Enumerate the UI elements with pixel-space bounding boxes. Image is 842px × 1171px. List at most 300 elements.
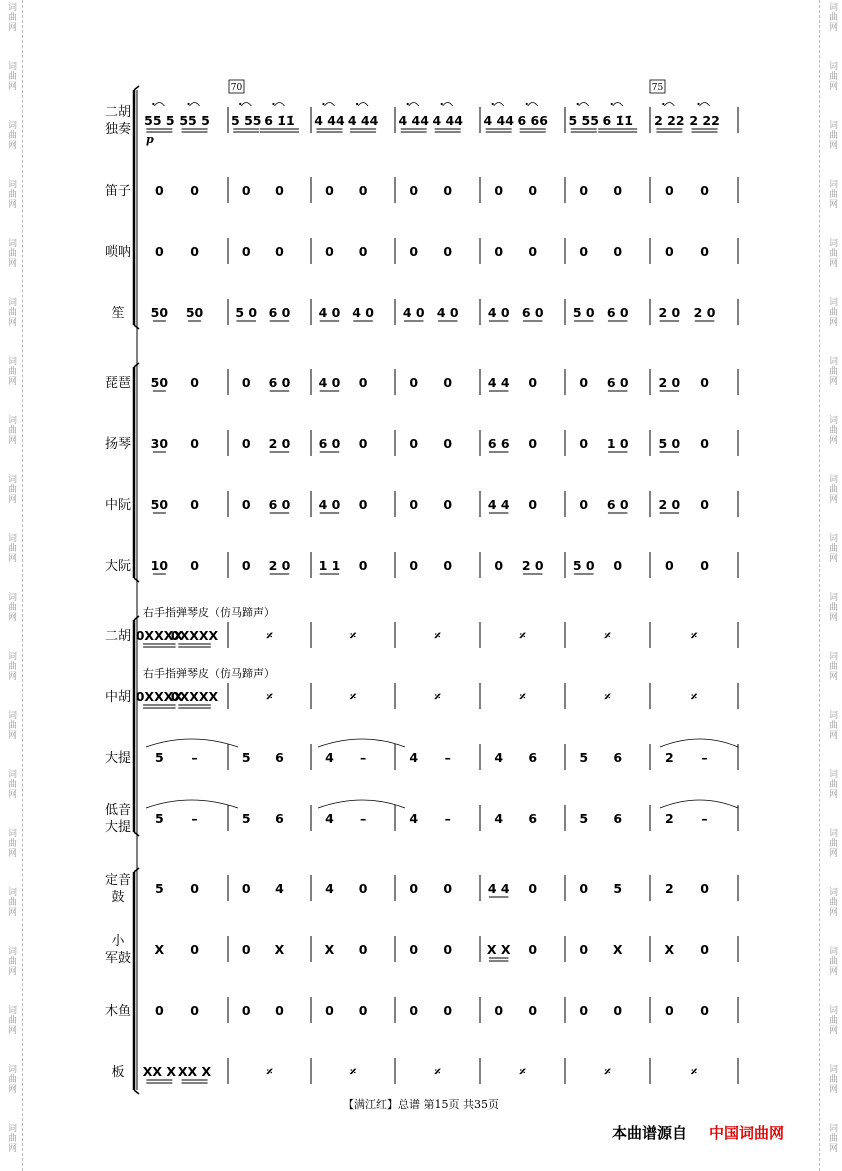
simile-mark: 𝄎 [266,628,273,643]
note-group: 0 [409,497,419,512]
note-group: 0 [613,558,623,573]
staccato-dot [492,103,494,105]
note-group: 0 [700,183,709,198]
note-group: 0 [665,244,674,259]
note-group: 0 [579,375,589,390]
note-group: 0 [155,244,164,259]
instrument-name: 琵琶 [104,376,132,391]
staccato-dot [697,103,699,105]
bracket-hook [134,1090,139,1094]
note-group: 0 [443,558,453,573]
watermark-text: 词曲网 [6,297,16,327]
note-group: 0 [528,1003,538,1018]
note-group: 0 [443,881,453,896]
note-group: 4 [325,750,334,765]
note-group: 0 [190,436,199,451]
note-group: 4 44 [347,113,379,128]
note-group: 0 [409,558,419,573]
note-group: 0 [665,1003,674,1018]
note-group: 0 [190,497,199,512]
simile-mark: 𝄎 [690,1064,698,1079]
note-group: 4 [325,881,334,896]
source-site-link[interactable]: 中国词曲网 [709,1124,785,1142]
fermata-arc [494,103,504,107]
note-group: 55 5 [179,113,210,128]
fermata-arc [409,103,419,107]
note-group: 0 [155,183,164,198]
note-group: 6 1̇1̇ [264,113,295,128]
note-group: 5 0 [235,305,258,320]
simile-mark: 𝄎 [349,628,357,643]
note-group: 0 [700,1003,709,1018]
note-group: 4 [409,750,419,765]
note-group: 50 [150,305,169,320]
note-group: 6 0 [268,305,291,320]
bracket-hook [134,86,139,90]
note-group: 6 6 [487,436,510,451]
note-group: X [274,942,285,957]
instrument-name: 低音 [104,803,132,818]
simile-mark: 𝄎 [434,689,441,704]
note-group: 0 [190,942,199,957]
note-group: 6 0 [606,375,629,390]
note-group: 2 0 [658,305,681,320]
note-group: 2 0 [521,558,544,573]
note-group: 4 0 [318,305,341,320]
measure-number: 70 [230,83,243,93]
note-group: 2 [665,811,674,826]
note-group: 4 [409,811,419,826]
watermark-text: 词曲网 [6,651,16,681]
note-group: 5 0 [658,436,681,451]
note-group: 0 [190,183,199,198]
note-group: 5 [241,811,251,826]
note-group: XX X [177,1064,212,1079]
instrument-name: 板 [111,1065,125,1080]
note-group: 0 [700,497,709,512]
note-group: 4 [275,881,284,896]
instrument-name: 军鼓 [104,951,132,966]
note-group: 4 [494,811,504,826]
simile-mark: 𝄎 [349,689,357,704]
note-group: 4 4 [487,497,510,512]
watermark-text: 词曲网 [827,533,837,563]
note-group: 0 [443,436,453,451]
note-group: 0 [579,497,589,512]
note-group: 2 0 [693,305,716,320]
note-group: 6 0 [318,436,341,451]
instrument-name: 扬琴 [104,437,132,452]
staccato-dot [526,103,528,105]
note-group: 6 0 [268,375,291,390]
watermark-text: 词曲网 [6,179,16,209]
fermata-arc [154,103,164,107]
note-group: 0 [579,436,589,451]
note-group: 0 [241,1003,251,1018]
note-group: 0 [528,497,538,512]
note-group: 6 1̇1̇ [602,113,633,128]
simile-mark: 𝄎 [434,1064,441,1079]
watermark-text: 词曲网 [6,533,16,563]
staccato-dot [322,103,324,105]
instrument-name: 鼓 [111,890,125,905]
note-group: 4 44 [432,113,463,128]
instrument-name: 二胡 [104,105,132,120]
fermata-arc [241,103,251,107]
note-group: 0 [241,436,251,451]
slur [660,739,738,747]
fermata-arc [528,103,538,107]
note-group: 5 [155,811,164,826]
staccato-dot [577,103,579,105]
note-group: 0 [190,1003,199,1018]
simile-mark: 𝄎 [519,628,526,643]
note-group: 0 [190,558,199,573]
note-group: 2 0 [658,375,681,390]
note-group: 0 [358,558,368,573]
note-group: 0 [700,942,709,957]
note-group: 0 [358,1003,368,1018]
staccato-dot [407,103,409,105]
note-group: 0 [494,183,504,198]
watermark-text: 词曲网 [6,828,16,858]
fermata-arc [700,103,710,107]
fermata-arc [579,103,589,107]
instrument-name: 大阮 [104,559,132,574]
note-group: 6 66 [517,113,548,128]
note-group: 0 [613,1003,623,1018]
fermata-arc [613,103,623,107]
instrument-name: 中阮 [104,498,132,513]
watermark-text: 词曲网 [827,356,837,386]
note-group: 4 0 [318,497,341,512]
note-group: – [359,811,367,826]
note-group: 0 [241,497,251,512]
note-group: 0 [358,497,368,512]
note-group: 0XXXX [135,628,183,643]
note-group: X [612,942,623,957]
note-group: 0 [409,375,419,390]
watermark-text: 词曲网 [827,946,837,976]
note-group: 0 [241,375,251,390]
note-group: 2 22 [654,113,685,128]
fermata-arc [274,103,284,107]
instrument-name: 二胡 [104,629,132,644]
note-group: 0 [579,881,589,896]
note-group: 5 55 [231,113,262,128]
note-group: 0 [275,244,284,259]
note-group: 6 0 [606,305,629,320]
watermark-text: 词曲网 [6,61,16,91]
note-group: 5 [579,750,589,765]
note-group: 0 [358,375,368,390]
note-group: 6 [275,750,284,765]
note-group: 0 [358,244,368,259]
slur [146,739,238,747]
note-group: 0 [700,881,709,896]
note-group: 0 [409,942,419,957]
note-group: 0 [358,881,368,896]
watermark-text: 词曲网 [827,120,837,150]
simile-mark: 𝄎 [519,1064,526,1079]
note-group: 0 [613,244,623,259]
note-group: 0 [241,881,251,896]
watermark-text: 词曲网 [6,120,16,150]
note-group: 0 [325,244,334,259]
staccato-dot [441,103,443,105]
note-group: 4 0 [436,305,459,320]
note-group: 0 [528,881,538,896]
note-group: 0 [443,1003,453,1018]
playing-annotation: 右手指弹琴皮（仿马蹄声） [143,606,275,619]
note-group: 4 [494,750,504,765]
note-group: 4 44 [483,113,514,128]
note-group: 6 0 [521,305,544,320]
note-group: 2 0 [268,436,291,451]
note-group: 50 [185,305,204,320]
note-group: 6 [528,811,538,826]
note-group: 0 [409,244,419,259]
watermark-text: 词曲网 [827,1123,837,1153]
watermark-text: 词曲网 [6,710,16,740]
simile-mark: 𝄎 [519,689,526,704]
slur [660,800,738,808]
staccato-dot [611,103,613,105]
note-group: – [701,750,708,765]
note-group: 4 4 [487,375,510,390]
watermark-text: 词曲网 [827,2,837,32]
note-group: 1 0 [606,436,629,451]
watermark-text: 词曲网 [827,1005,837,1035]
note-group: 4 0 [318,375,341,390]
note-group: 6 [275,811,284,826]
note-group: 0 [528,375,538,390]
note-group: 0 [665,558,674,573]
note-group: 0 [190,881,199,896]
note-group: 55 5 [144,113,175,128]
note-group: 0 [579,244,589,259]
simile-mark: 𝄎 [690,628,698,643]
fermata-arc [358,103,368,107]
note-group: 0 [528,942,538,957]
note-group: 0 [700,558,709,573]
note-group: 0 [241,244,251,259]
note-group: 4 44 [398,113,429,128]
note-group: 6 0 [606,497,629,512]
note-group: 0XXXX [170,689,219,704]
note-group: 0 [579,1003,589,1018]
note-group: 0 [494,558,504,573]
note-group: 0 [700,244,709,259]
note-group: XX X [142,1064,176,1079]
note-group: 0 [325,1003,334,1018]
instrument-name: 唢呐 [104,245,132,260]
note-group: 0 [528,183,538,198]
note-group: X [324,942,335,957]
slur [318,800,405,808]
note-group: 0 [700,375,709,390]
simile-mark: 𝄎 [604,628,611,643]
note-group: 0 [155,1003,164,1018]
instrument-name: 大提 [104,751,132,766]
watermark-text: 词曲网 [827,887,837,917]
watermark-text: 词曲网 [827,415,837,445]
note-group: 0 [579,183,589,198]
note-group: 5 0 [572,558,595,573]
note-group: 4 0 [487,305,510,320]
note-group: 5 [579,811,589,826]
watermark-text: 词曲网 [6,474,16,504]
note-group: 2 [665,750,674,765]
note-group: X X [486,942,511,957]
note-group: 0 [275,1003,284,1018]
playing-annotation: 右手指弹琴皮（仿马蹄声） [143,667,275,680]
note-group: 0 [700,436,709,451]
note-group: 6 0 [268,497,291,512]
measure-number: 75 [651,83,664,93]
note-group: 0 [409,1003,419,1018]
staccato-dot [662,103,664,105]
note-group: 0 [443,183,453,198]
note-group: 0 [325,183,334,198]
simile-mark: 𝄎 [266,689,273,704]
watermark-text: 词曲网 [6,887,16,917]
watermark-text: 词曲网 [827,179,837,209]
note-group: 0 [494,244,504,259]
watermark-text: 词曲网 [827,297,837,327]
watermark-text: 词曲网 [6,1123,16,1153]
note-group: 0 [579,942,589,957]
note-group: 5 [155,881,164,896]
watermark-text: 词曲网 [827,61,837,91]
simile-mark: 𝄎 [349,1064,357,1079]
note-group: 30 [150,436,169,451]
simile-mark: 𝄎 [434,628,441,643]
note-group: 4 [325,811,334,826]
staccato-dot [272,103,274,105]
watermark-text: 词曲网 [827,474,837,504]
note-group: 0 [190,375,199,390]
watermark-text: 词曲网 [827,1064,837,1094]
instrument-name: 中胡 [104,690,132,705]
note-group: 4 0 [352,305,374,320]
watermark-text: 词曲网 [6,769,16,799]
note-group: – [191,750,198,765]
note-group: 4 4 [487,881,510,896]
note-group: 5 55 [568,113,599,128]
watermark-text: 词曲网 [6,1064,16,1094]
fermata-arc [190,103,200,107]
source-prefix: 本曲谱源自 [612,1124,688,1142]
note-group: 0 [443,375,453,390]
note-group: 0 [443,942,453,957]
watermark-text: 词曲网 [827,592,837,622]
watermark-text: 词曲网 [6,592,16,622]
watermark-text: 词曲网 [6,946,16,976]
simile-mark: 𝄎 [604,1064,611,1079]
note-group: 0 [613,183,623,198]
note-group: – [444,811,451,826]
note-group: – [701,811,708,826]
note-group: 0 [241,942,251,957]
fermata-arc [324,103,334,107]
note-group: 2 [665,881,674,896]
slur [146,800,238,808]
watermark-text: 词曲网 [6,238,16,268]
note-group: 5 [613,881,623,896]
instrument-name: 独奏 [104,122,132,137]
note-group: 5 [241,750,251,765]
note-group: 6 [613,811,623,826]
staccato-dot [356,103,358,105]
note-group: 0 [409,183,419,198]
slur [318,739,405,747]
note-group: 50 [150,375,169,390]
simile-mark: 𝄎 [604,689,611,704]
note-group: 0 [443,244,453,259]
watermark-text: 词曲网 [827,769,837,799]
note-group: – [359,750,367,765]
instrument-name: 定音 [104,873,132,888]
note-group: 6 [613,750,623,765]
simile-mark: 𝄎 [266,1064,273,1079]
note-group: 1 1 [318,558,341,573]
note-group: 0 [358,942,368,957]
note-group: 5 0 [572,305,595,320]
simile-mark: 𝄎 [690,689,698,704]
instrument-name: 小 [111,934,125,949]
note-group: 0 [494,1003,504,1018]
note-group: 0 [528,244,538,259]
note-group: 0XXXX [135,689,183,704]
note-group: 4 44 [314,113,345,128]
instrument-name: 笛子 [104,184,132,199]
watermark-text: 词曲网 [6,1005,16,1035]
note-group: 0 [241,183,251,198]
note-group: 0 [409,436,419,451]
note-group: 2 0 [268,558,291,573]
watermark-text: 词曲网 [827,710,837,740]
note-group: – [444,750,451,765]
note-group: X [154,942,165,957]
note-group: 0 [528,436,538,451]
dynamic-marking: p [146,133,154,146]
watermark-text: 词曲网 [6,356,16,386]
watermark-text: 词曲网 [827,651,837,681]
note-group: 0 [443,497,453,512]
note-group: 0 [358,436,368,451]
staccato-dot [239,103,241,105]
watermark-text: 词曲网 [6,2,16,32]
fermata-arc [443,103,453,107]
watermark-text: 词曲网 [6,415,16,445]
watermark-text: 词曲网 [827,828,837,858]
note-group: 0 [241,558,251,573]
page-footer: 【满江红】总谱 第15页 共35页 [343,1098,499,1111]
note-group: 0 [190,244,199,259]
instrument-name: 大提 [104,820,132,835]
note-group: 0 [275,183,284,198]
fermata-arc [664,103,674,107]
watermark-text: 词曲网 [827,238,837,268]
note-group: 5 [155,750,164,765]
note-group: 2 22 [689,113,720,128]
instrument-name: 木鱼 [104,1004,132,1019]
note-group: 10 [150,558,169,573]
note-group: 0XXXX [170,628,219,643]
note-group: 50 [150,497,169,512]
note-group: 0 [358,183,368,198]
